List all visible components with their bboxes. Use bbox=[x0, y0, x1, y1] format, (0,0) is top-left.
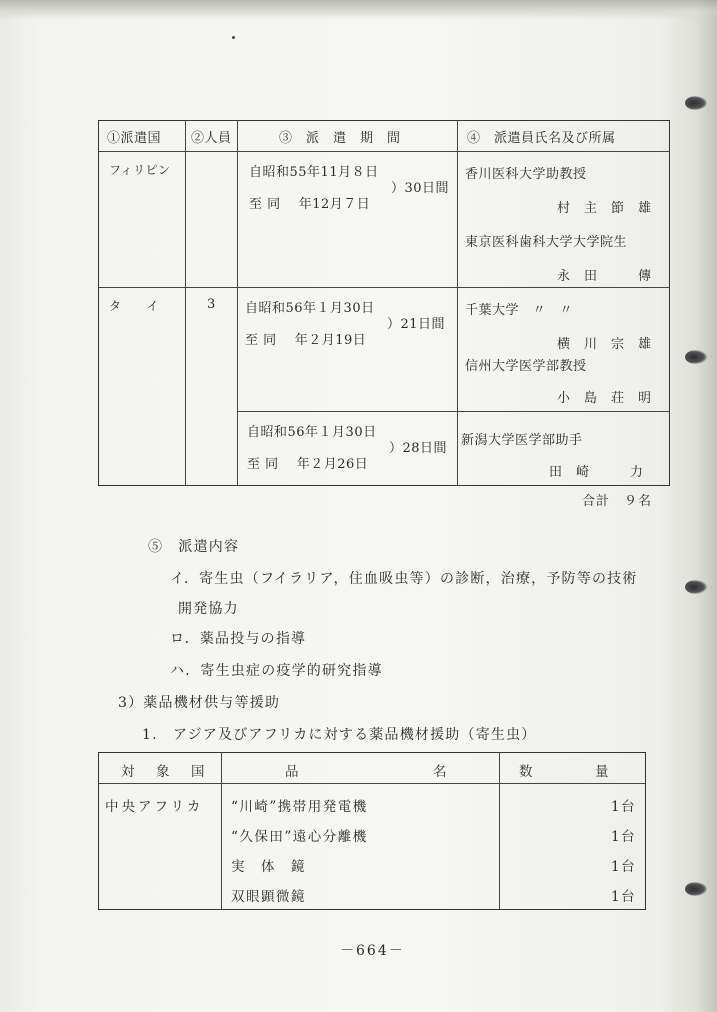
scan-speck bbox=[232, 36, 235, 39]
col-divider bbox=[499, 753, 500, 909]
member-affiliation: 東京医科歯科大学大学院生 bbox=[465, 235, 628, 250]
row-divider bbox=[237, 411, 669, 412]
row-country: タ イ bbox=[109, 299, 160, 313]
section-heading: 3）薬品機材供与等援助 bbox=[118, 695, 281, 711]
row-period-days: ）21日間 bbox=[387, 317, 446, 332]
row-period-from: 自昭和56年１月30日 bbox=[245, 301, 375, 316]
equipment-qty: 1台 bbox=[611, 829, 637, 845]
row-divider bbox=[99, 151, 669, 152]
member-affiliation: 香川医科大学助教授 bbox=[465, 167, 587, 182]
row-persons: 3 bbox=[207, 297, 216, 312]
equipment-item: 双眼顕微鏡 bbox=[231, 889, 306, 905]
total-count: 合計 ９名 bbox=[582, 494, 653, 509]
row-period-days: ）30日間 bbox=[391, 181, 450, 196]
equipment-qty: 1台 bbox=[611, 799, 637, 815]
col-divider bbox=[457, 121, 458, 485]
binder-hole-icon bbox=[685, 350, 707, 364]
col-divider bbox=[221, 753, 222, 909]
row-divider bbox=[99, 287, 669, 288]
binder-hole-icon bbox=[685, 96, 707, 110]
equipment-qty: 1台 bbox=[611, 859, 637, 875]
col-divider bbox=[185, 121, 186, 485]
member-name: 田 崎 力 bbox=[549, 465, 644, 480]
row-period-to: 至 同 年12月７日 bbox=[249, 197, 371, 212]
scan-top-shadow bbox=[0, 0, 717, 20]
scan-right-shadow bbox=[695, 0, 717, 1012]
equipment-table bbox=[98, 752, 646, 910]
member-affiliation: 新潟大学医学部助手 bbox=[461, 433, 583, 448]
header-item: 名 bbox=[433, 764, 448, 780]
header-persons: ②人員 bbox=[191, 131, 232, 146]
header-period: ③ 派 遣 期 間 bbox=[279, 131, 401, 146]
member-name: 横 川 宗 雄 bbox=[557, 337, 652, 352]
header-country: ①派遣国 bbox=[107, 131, 162, 146]
row-divider bbox=[99, 783, 645, 784]
row-country: フィリピン bbox=[109, 163, 171, 177]
member-affiliation: 信州大学医学部教授 bbox=[465, 359, 587, 374]
section-heading: ⑤ 派遣内容 bbox=[148, 539, 240, 555]
header-country: 対 象 国 bbox=[121, 764, 209, 780]
section-subheading: 1. アジア及びアフリカに対する薬品機材援助（寄生虫） bbox=[142, 727, 537, 743]
row-period-to: 至 同 年２月19日 bbox=[245, 333, 367, 348]
member-affiliation: 千葉大学 〃 〃 bbox=[465, 303, 574, 318]
header-item: 品 bbox=[285, 764, 300, 780]
member-name: 永 田 傳 bbox=[557, 269, 652, 284]
header-members: ④ 派遣員氏名及び所属 bbox=[467, 131, 616, 146]
row-period-to: 至 同 年２月26日 bbox=[247, 457, 369, 472]
page-number: －664－ bbox=[340, 943, 405, 959]
dispatch-table bbox=[98, 120, 670, 486]
row-period-from: 自昭和56年１月30日 bbox=[247, 425, 377, 440]
header-quantity: 数 bbox=[519, 764, 534, 780]
content-item: ロ．薬品投与の指導 bbox=[170, 631, 307, 647]
equipment-qty: 1台 bbox=[611, 889, 637, 905]
equipment-item: 実 体 鏡 bbox=[231, 859, 306, 875]
equipment-item: “久保田”遠心分離機 bbox=[231, 829, 368, 845]
content-item: イ．寄生虫（フイラリア，住血吸虫等）の診断，治療，予防等の技術 bbox=[170, 571, 638, 587]
content-item: 開発協力 bbox=[178, 601, 239, 617]
target-country: 中央アフリカ bbox=[105, 799, 204, 815]
binder-hole-icon bbox=[685, 882, 707, 896]
member-name: 小 島 荘 明 bbox=[557, 391, 652, 406]
binder-hole-icon bbox=[685, 580, 707, 594]
col-divider bbox=[237, 121, 238, 485]
equipment-item: “川崎”携帯用発電機 bbox=[231, 799, 368, 815]
row-period-from: 自昭和55年11月８日 bbox=[249, 165, 379, 180]
row-period-days: ）28日間 bbox=[389, 441, 448, 456]
content-item: ハ．寄生虫症の疫学的研究指導 bbox=[170, 663, 383, 679]
member-name: 村 主 節 雄 bbox=[557, 201, 652, 216]
header-quantity: 量 bbox=[595, 764, 610, 780]
